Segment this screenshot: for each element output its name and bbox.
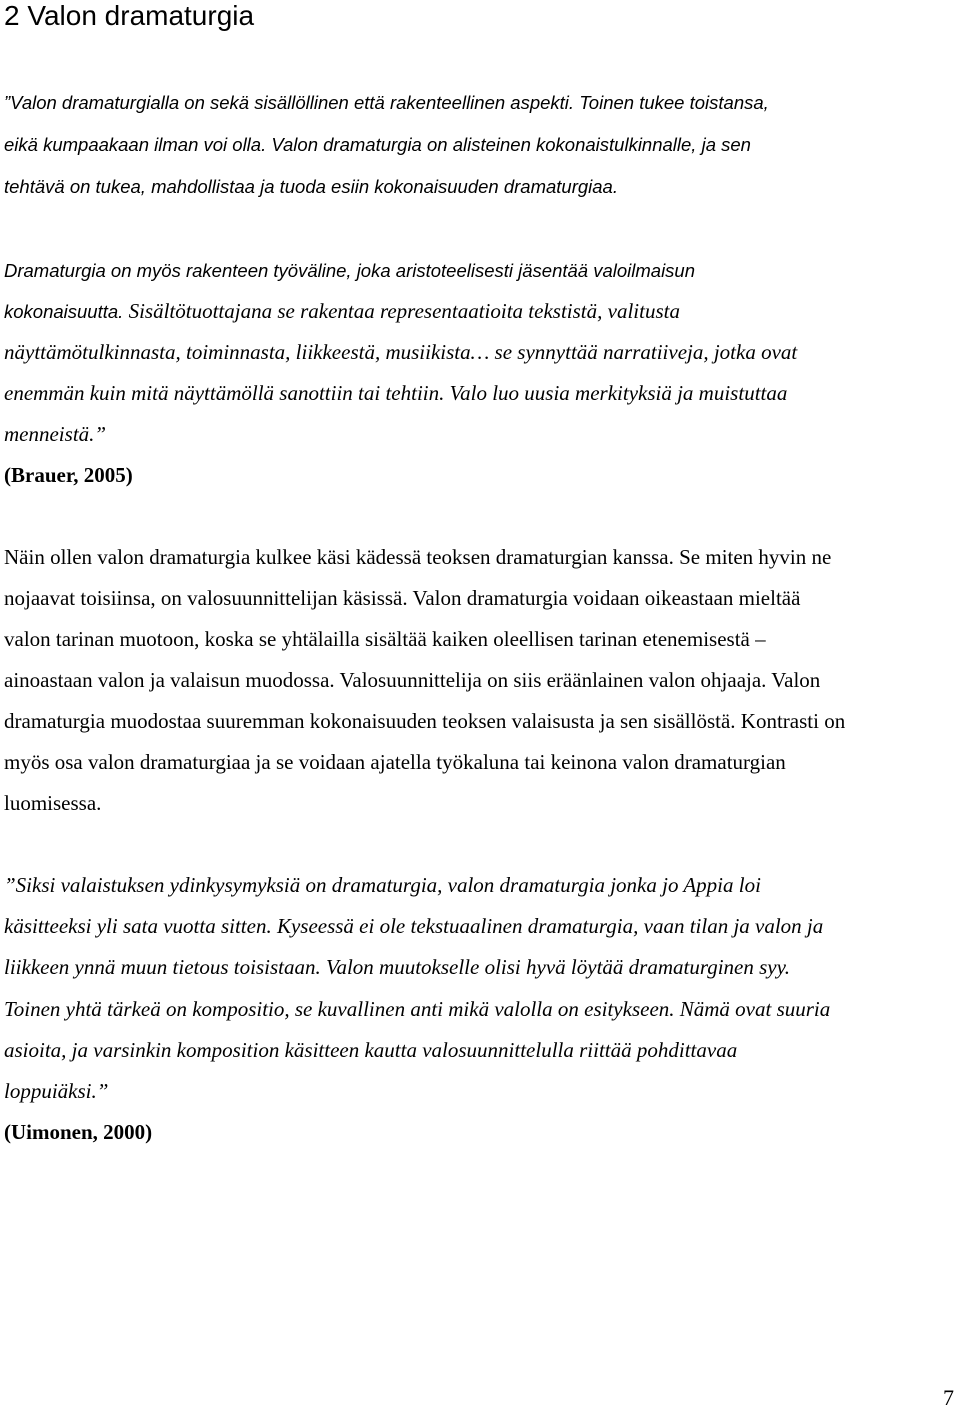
quote-segment: näyttämötulkinnasta, toiminnasta, liikkeestä, musiikista… (4, 340, 490, 364)
quote-line: ”Valon dramaturgialla on sekä sisällöllinen että rakenteellinen aspekti. Toinen tukee toistansa, (4, 92, 769, 113)
page-number: 7 (943, 1385, 954, 1410)
quote-line: loppuiäksi.” (4, 1079, 109, 1104)
quote-segment: Valo luo uusia merkityksiä ja muistuttaa (444, 381, 788, 405)
quote-line: Toinen yhtä tärkeä on kompositio, se kuvallinen anti mikä valolla on esitykseen. Nämä ovat suuria (4, 996, 831, 1021)
quote-line (4, 291, 944, 332)
quote-line: ”Siksi valaistuksen ydinkysymyksiä on dramaturgia, valon dramaturgia jonka jo Appia loi (4, 873, 761, 897)
quote-brauer-intro (4, 82, 944, 208)
paragraph-line: valon tarinan muotoon, koska se yhtälailla sisältää kaiken oleellisen tarinan etenemisestä – (4, 627, 766, 651)
quote-segment: Sisältötuottajana se rakentaa representaatioita tekstistä, valitusta (123, 299, 680, 323)
quote-line (4, 332, 944, 373)
citation-brauer: (Brauer, 2005) (4, 463, 133, 487)
quote-line: asioita, ja varsinkin komposition käsitteen kautta valosuunnittelulla riittää pohdittavaa (4, 1037, 738, 1062)
paragraph-line: nojaavat toisiinsa, on valosuunnittelijan käsissä. Valon dramaturgia voidaan oikeastaan mieltää (4, 586, 801, 610)
quote-brauer-body (4, 250, 944, 496)
paragraph-line: myös osa valon dramaturgiaa ja se voidaan ajatella työkaluna tai keinona valon dramaturgian (4, 750, 786, 774)
paragraph-line: Näin ollen valon dramaturgia kulkee käsi kädessä teoksen dramaturgian kanssa. Se miten hyvin ne (4, 545, 832, 569)
quote-line: tehtävä on tukea, mahdollistaa ja tuoda esiin kokonaisuuden dramaturgiaa. (4, 176, 618, 197)
quote-segment: se synnyttää narratiiveja, jotka ovat (489, 340, 798, 364)
quote-segment: enemmän kuin mitä näyttämöllä sanottiin tai tehtiin. (4, 381, 445, 405)
citation-uimonen: (Uimonen, 2000) (4, 1120, 153, 1144)
section-heading: 2 Valon dramaturgia (4, 0, 255, 31)
quote-line: käsitteeksi yli sata vuotta sitten. Kyseessä ei ole tekstuaalinen dramaturgia, vaan tilan ja valon ja (4, 914, 824, 939)
paragraph-line: dramaturgia muodostaa suuremman kokonaisuuden teoksen valaisusta ja sen sisällöstä. Kontrasti on (4, 709, 846, 733)
quote-line (4, 373, 944, 414)
paragraph-line: ainoastaan valon ja valaisun muodossa. Valosuunnittelija on siis eräänlainen valon ohjaaja. Valon (4, 668, 821, 692)
quote-line: liikkeen ynnä muun tietous toisistaan. Valon muutokselle olisi hyvä löytää dramaturginen syy. (4, 955, 791, 980)
body-paragraph (4, 537, 944, 824)
quote-segment: kokonaisuutta. (4, 301, 124, 322)
quote-line: menneistä.” (4, 422, 107, 446)
paragraph-line: luomisessa. (4, 791, 102, 815)
quote-line: eikä kumpaakaan ilman voi olla. Valon dramaturgia on alisteinen kokonaistulkinnalle, ja sen (4, 134, 751, 155)
quote-uimonen (4, 865, 944, 1112)
quote-line: Dramaturgia on myös rakenteen työväline, joka aristoteelisesti jäsentää valoilmaisun (4, 260, 696, 281)
